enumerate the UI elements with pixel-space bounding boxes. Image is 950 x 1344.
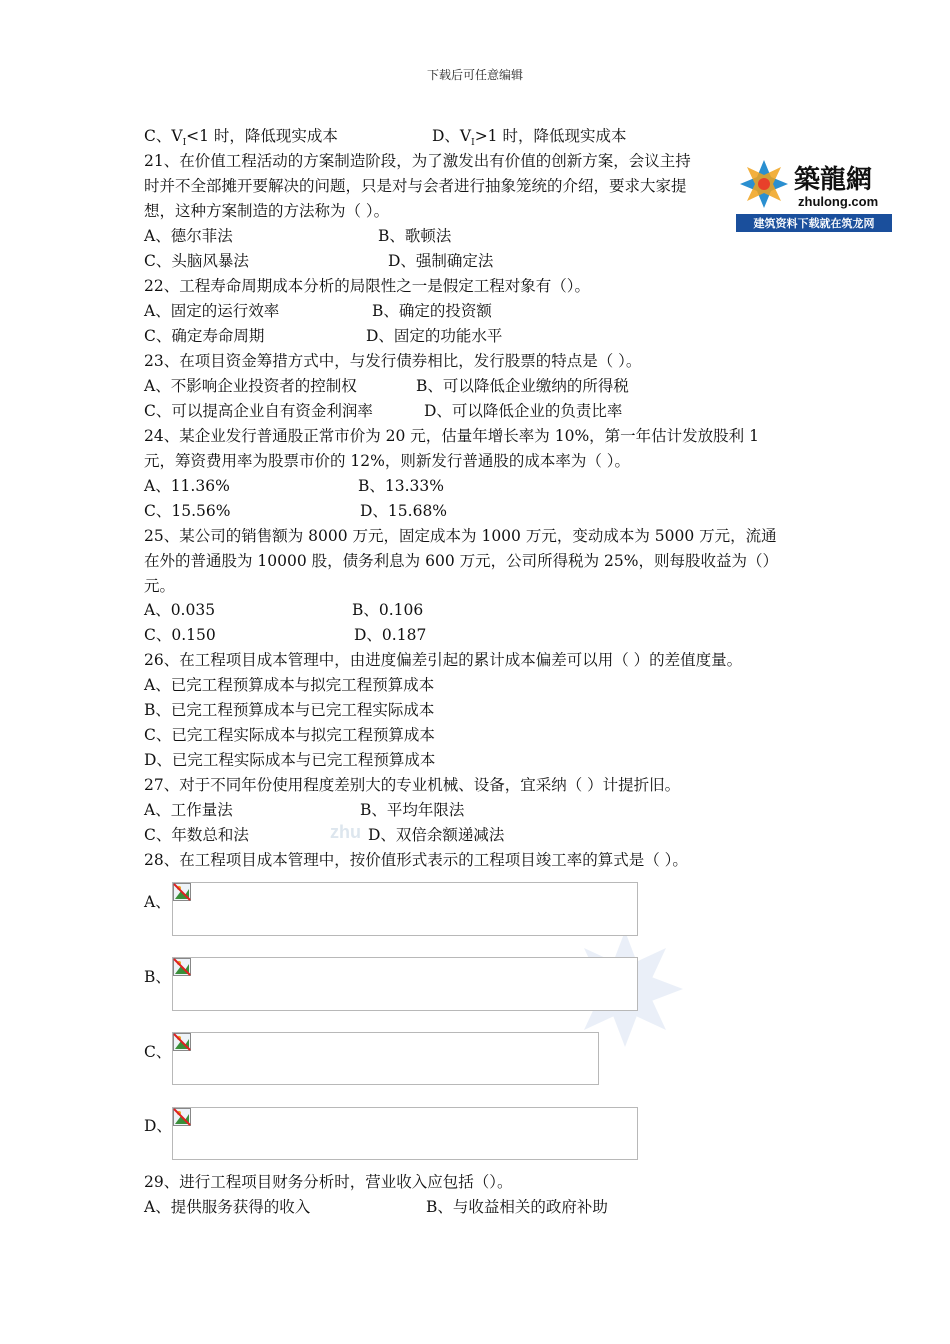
question-25-line3: 元。 [144, 577, 176, 595]
q27-option-d: D、双倍余额递减法 [368, 826, 505, 844]
logo-title: 築龍網 [794, 165, 873, 195]
broken-image-icon [173, 958, 191, 976]
q25-option-c: C、0.150 [144, 626, 216, 644]
q21-option-c: C、头脑风暴法 [144, 252, 249, 270]
q21-option-b: B、歌顿法 [378, 227, 452, 245]
q28-option-d-label: D、 [144, 1117, 172, 1135]
q22-option-a: A、固定的运行效率 [144, 302, 280, 320]
q24-option-c: C、15.56% [144, 502, 231, 520]
logo-site: zhulong.com [798, 194, 879, 209]
question-27: 27、对于不同年份使用程度差别大的专业机械、设备，宜采纳（ ）计提折旧。 [144, 776, 681, 794]
q24-option-a: A、11.36% [144, 477, 230, 495]
question-22: 22、工程寿命周期成本分析的局限性之一是假定工程对象有（）。 [144, 277, 590, 295]
q28-option-c-image [172, 1032, 599, 1085]
broken-image-icon [173, 883, 191, 901]
question-24-line2: 元，筹资费用率为股票市价的 12%，则新发行普通股的成本率为（ ）。 [144, 452, 631, 470]
q24-option-d: D、15.68% [360, 502, 448, 520]
q23-option-d: D、可以降低企业的负责比率 [424, 402, 623, 420]
q26-option-d: D、已完工程实际成本与已完工程预算成本 [144, 751, 436, 769]
question-26: 26、在工程项目成本管理中，由进度偏差引起的累计成本偏差可以用（ ）的差值度量。 [144, 651, 743, 669]
q23-option-a: A、不影响企业投资者的控制权 [144, 377, 357, 395]
q28-option-d-image [172, 1107, 638, 1160]
q28-option-b-label: B、 [144, 968, 171, 986]
prev-option-c: C、$V_I<1$ 时，降低现实成本 [144, 127, 338, 149]
q28-option-a-image [172, 882, 638, 936]
question-21-line1: 21、在价值工程活动的方案制造阶段，为了激发出有价值的创新方案，会议主持 [144, 152, 691, 170]
logo-mark [736, 154, 892, 232]
q21-option-d: D、强制确定法 [388, 252, 494, 270]
logo-slogan: 建筑资料下载就在筑龙网 [753, 217, 875, 230]
question-21-line2: 时并不全部摊开要解决的问题，只是对与会者进行抽象笼统的介绍，要求大家提 [144, 177, 687, 195]
watermark-text: zhu [330, 822, 361, 842]
q27-option-a: A、工作量法 [144, 801, 233, 819]
question-23: 23、在项目资金筹措方式中，与发行债券相比，发行股票的特点是（ ）。 [144, 352, 642, 370]
question-25-line1: 25、某公司的销售额为 8000 万元，固定成本为 1000 万元，变动成本为 5000 万元，流通 [144, 527, 777, 545]
q27-option-c: C、年数总和法 [144, 826, 249, 844]
q25-option-a: A、0.035 [144, 601, 216, 619]
broken-image-icon [173, 1033, 191, 1051]
q22-option-c: C、确定寿命周期 [144, 327, 265, 345]
page-header: 下载后可任意编辑 [426, 68, 523, 82]
q22-option-d: D、固定的功能水平 [366, 327, 503, 345]
q21-option-a: A、德尔菲法 [144, 227, 233, 245]
q23-option-b: B、可以降低企业缴纳的所得税 [416, 377, 629, 395]
question-24-line1: 24、某企业发行普通股正常市价为 20 元，估量年增长率为 10%，第一年估计发放股利 1 [144, 427, 759, 445]
question-28: 28、在工程项目成本管理中，按价值形式表示的工程项目竣工率的算式是（ ）。 [144, 851, 688, 869]
q28-option-b-image [172, 957, 638, 1011]
q26-option-a: A、已完工程预算成本与拟完工程预算成本 [144, 676, 435, 694]
q25-option-b: B、0.106 [352, 601, 424, 619]
zhulong-logo [736, 154, 892, 232]
q25-option-d: D、0.187 [354, 626, 427, 644]
question-29: 29、进行工程项目财务分析时，营业收入应包括（）。 [144, 1173, 513, 1191]
q24-option-b: B、13.33% [358, 477, 444, 495]
q26-option-b: B、已完工程预算成本与已完工程实际成本 [144, 701, 435, 719]
q27-option-b: B、平均年限法 [360, 801, 465, 819]
question-21-line3: 想，这种方案制造的方法称为（ ）。 [144, 202, 390, 220]
broken-image-icon [173, 1108, 191, 1126]
q28-option-c-label: C、 [144, 1043, 172, 1061]
q29-option-a: A、提供服务获得的收入 [144, 1198, 311, 1216]
q22-option-b: B、确定的投资额 [372, 302, 492, 320]
q26-option-c: C、已完工程实际成本与拟完工程预算成本 [144, 726, 435, 744]
q28-option-a-label: A、 [144, 893, 171, 911]
q23-option-c: C、可以提高企业自有资金利润率 [144, 402, 373, 420]
prev-option-d: D、$V_I>1$ 时，降低现实成本 [432, 127, 627, 149]
question-25-line2: 在外的普通股为 10000 股，债务利息为 600 万元，公司所得税为 25%，则每股收益为（） [144, 552, 778, 570]
q29-option-b: B、与收益相关的政府补助 [426, 1198, 608, 1216]
